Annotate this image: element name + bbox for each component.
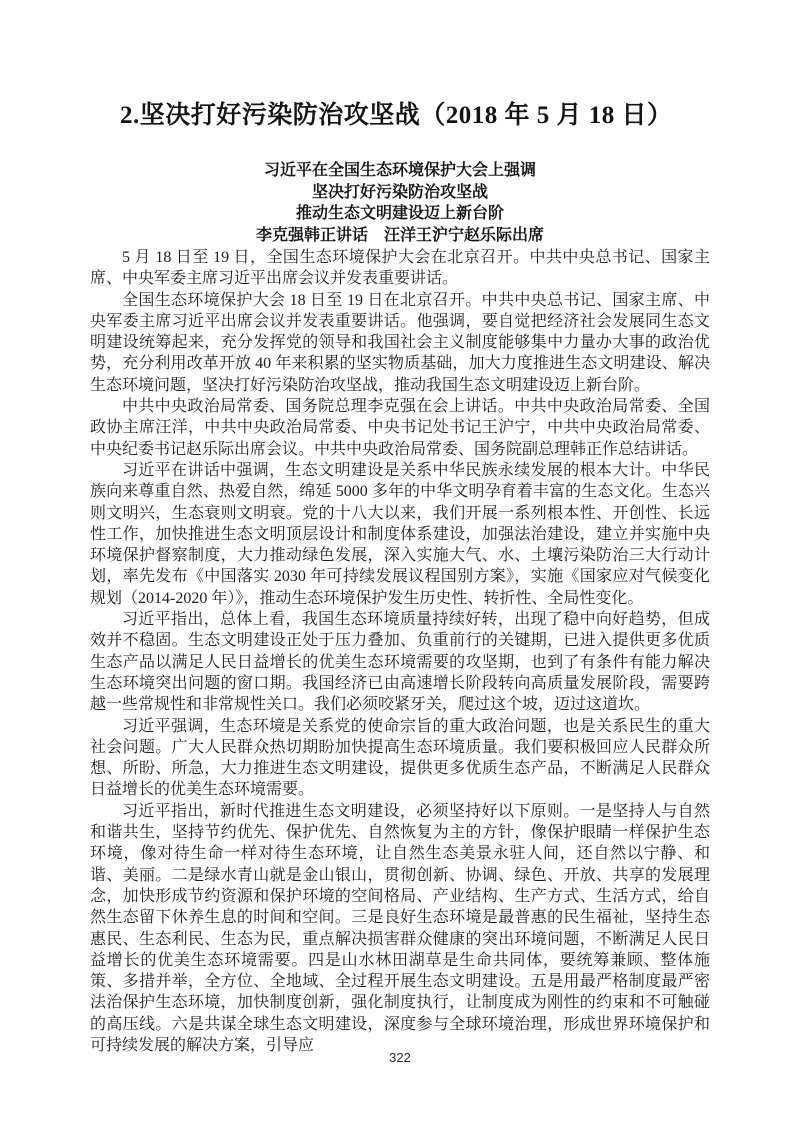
paragraph-5: 习近平指出，总体上看，我国生态环境质量持续好转，出现了稳中向好趋势，但成效并不稳固。生态文明建设正处于压力叠加、负重前行的关键期，已进入提供更多优质生态产品以满足人民日益增长的优美生态环境需要的攻坚期，也到了有条件有能力解决生态环境突出问题的窗口期。我国经济已由高速增长阶段转向高质量发展阶段，需要跨越一些常规性和非常规性关口。我们必须咬紧牙关，爬过这个坡，迈过这道坎。 [90, 611, 710, 714]
headline-line-3: 推动生态文明建设迈上新台阶 [295, 205, 504, 222]
headline-line-4: 李克强韩正讲话 汪洋王沪宁赵乐际出席 [255, 226, 544, 244]
headline-line-1: 习近平在全国生态环境保护大会上强调 [263, 162, 536, 179]
paragraph-2: 全国生态环境保护大会 18 日至 19 日在北京召开。中共中央总书记、国家主席、中央军委主席习近平出席会议并发表重要讲话。他强调，要自觉把经济社会发展同生态文明建设统筹起来，充分发挥党的领导和我国社会主义制度能够集中力量办大事的政治优势，充分利用改革开放 40 年来积累的坚实物质基础，加大力度推进生态文明建设、解决生态环境问题，坚决打好污染防治攻坚战，推动我国生态文明建设迈上新台阶。 [90, 291, 710, 394]
paragraph-4: 习近平在讲话中强调，生态文明建设是关系中华民族永续发展的根本大计。中华民族向来尊重自然、热爱自然，绵延 5000 多年的中华文明孕育着丰富的生态文化。生态兴则文明兴，生态衰则文明衰。党的十八大以来，我们开展一系列根本性、开创性、长远性工作，加快推进生态文明顶层设计和制度体系建设，加强法治建设，建立并实施中央环境保护督察制度，大力推动绿色发展，深入实施大气、水、土壤污染防治三大行动计划，率先发布《中国落实 2030 年可持续发展议程国别方案》，实施《国家应对气候变化规划（2014-2020 年）》，推动生态环境保护发生历史性、转折性、全局性变化。 [90, 461, 710, 607]
headline-line-2: 坚决打好污染防治攻坚战 [311, 183, 488, 201]
article-body [90, 247, 710, 1056]
paragraph-7: 习近平指出，新时代推进生态文明建设，必须坚持好以下原则。一是坚持人与自然和谐共生，坚持节约优先、保护优先、自然恢复为主的方针，像保护眼睛一样保护生态环境，像对待生命一样对待生态环境，让自然生态美景永驻人间，还自然以宁静、和谐、美丽。二是绿水青山就是金山银山，贯彻创新、协调、绿色、开放、共享的发展理念，加快形成节约资源和保护环境的空间格局、产业结构、生产方式、生活方式，给自然生态留下休养生息的时间和空间。三是良好生态环境是最普惠的民生福祉，坚持生态惠民、生态利民、生态为民，重点解决损害群众健康的突出环境问题，不断满足人民日益增长的优美生态环境需要。四是山水林田湖草是生命共同体，要统筹兼顾、整体施策、多措并举，全方位、全地域、全过程开展生态文明建设。五是用最严格制度最严密法治保护生态环境，加快制度创新，强化制度执行，让制度成为刚性的约束和不可触碰的高压线。六是共谋全球生态文明建设，深度参与全球环境治理，形成世界环境保护和可持续发展的解决方案，引导应 [90, 802, 710, 1054]
page-number: 322 [389, 1050, 411, 1065]
chapter-title: 2.坚决打好污染防治攻坚战（2018 年 5 月 18 日） [120, 102, 673, 129]
paragraph-3: 中共中央政治局常委、国务院总理李克强在会上讲话。中共中央政治局常委、全国政协主席汪洋，中共中央政治局常委、中央书记处书记王沪宁，中共中央政治局常委、中央纪委书记赵乐际出席会议。中共中央政治局常委、国务院副总理韩正作总结讲话。 [90, 398, 710, 458]
article-headline [90, 160, 710, 246]
paragraph-6: 习近平强调，生态环境是关系党的使命宗旨的重大政治问题，也是关系民生的重大社会问题。广大人民群众热切期盼加快提高生态环境质量。我们要积极回应人民群众所想、所盼、所急，大力推进生态文明建设，提供更多优质生态产品，不断满足人民群众日益增长的优美生态环境需要。 [90, 717, 710, 799]
page-content [90, 0, 710, 1056]
paragraph-1: 5 月 18 日至 19 日，全国生态环境保护大会在北京召开。中共中央总书记、国家主席、中央军委主席习近平出席会议并发表重要讲话。 [90, 249, 710, 288]
